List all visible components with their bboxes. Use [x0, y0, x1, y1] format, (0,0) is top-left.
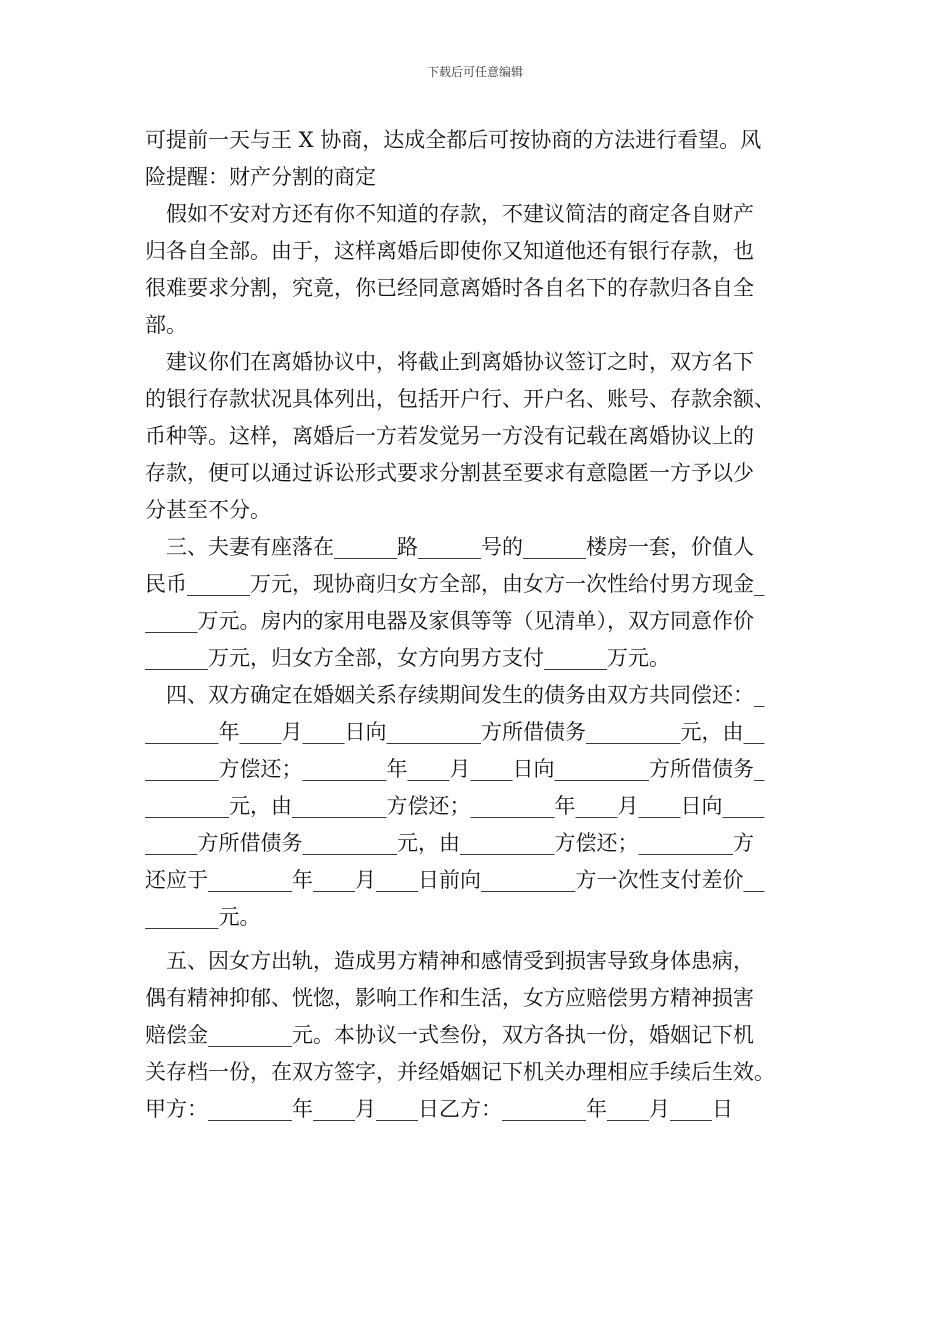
document-body — [145, 122, 825, 1128]
text-line: _______年____月____日向_________方所借债务_________元，由__ — [145, 720, 765, 744]
text-line: 三、夫妻有座落在______路______号的______楼房一套，价值人 — [145, 535, 754, 559]
text-line: 归各自全部。由于，这样离婚后即使你又知道他还有银行存款，也 — [145, 239, 754, 263]
signature-line: 甲方：________年____月____日乙方：________年____月____日 — [145, 1097, 733, 1121]
text-line: 部。 — [145, 313, 187, 337]
text-line: 关存档一份，在双方签字，并经婚姻记下机关办理相应手续后生效。 — [145, 1060, 775, 1084]
text-line: 四、双方确定在婚姻关系存续期间发生的债务由双方共同偿还：_ — [145, 683, 765, 707]
text-line: _______方偿还；________年____月____日向_________方所借债务_ — [145, 757, 765, 781]
text-line: 假如不安对方还有你不知道的存款，不建议简洁的商定各自财产 — [145, 202, 754, 226]
text-line: 还应于________年____月____日前向_________方一次性支付差价__ — [145, 868, 765, 892]
text-line: 赔偿金________元。本协议一式叁份，双方各执一份，婚姻记下机 — [145, 1023, 754, 1047]
page-header-note: 下载后可任意编辑 — [426, 65, 523, 79]
text-line: 偶有精神抑郁、恍惚，影响工作和生活，女方应赔偿男方精神损害 — [145, 986, 754, 1010]
text-line: 建议你们在离婚协议中，将截止到离婚协议签订之时，双方名下 — [145, 350, 754, 374]
text-line: _____方所借债务_________元，由_________方偿还；_________方 — [145, 831, 754, 855]
text-line: 很难要求分割，究竟，你已经同意离婚时各自名下的存款归各自全 — [145, 276, 754, 300]
text-line: 存款，便可以通过诉讼形式要求分割甚至要求有意隐匿一方予以少 — [145, 461, 754, 485]
paragraph-gap — [145, 936, 825, 943]
text-line: 的银行存款状况具体列出，包括开户行、开户名、账号、存款余额、 — [145, 387, 775, 411]
text-line: 民币______万元，现协商归女方全部，由女方一次性给付男方现金_ — [145, 572, 765, 596]
text-line: 分甚至不分。 — [145, 498, 271, 522]
text-line: 险提醒：财产分割的商定 — [145, 165, 376, 189]
text-line: _____万元。房内的家用电器及家俱等等（见清单），双方同意作价 — [145, 609, 754, 633]
text-line: ________元，由_________方偿还；________年____月____日向____ — [145, 794, 765, 818]
text-line: 可提前一天与王 X 协商，达成全都后可按协商的方法进行看望。风 — [145, 128, 762, 152]
text-line: 五、因女方出轨，造成男方精神和感情受到损害导致身体患病， — [145, 949, 754, 973]
text-line: 币种等。这样，离婚后一方若发觉另一方没有记载在离婚协议上的 — [145, 424, 754, 448]
text-line: ______万元，归女方全部，女方向男方支付______万元。 — [145, 646, 670, 670]
text-line: _______元。 — [145, 905, 261, 929]
